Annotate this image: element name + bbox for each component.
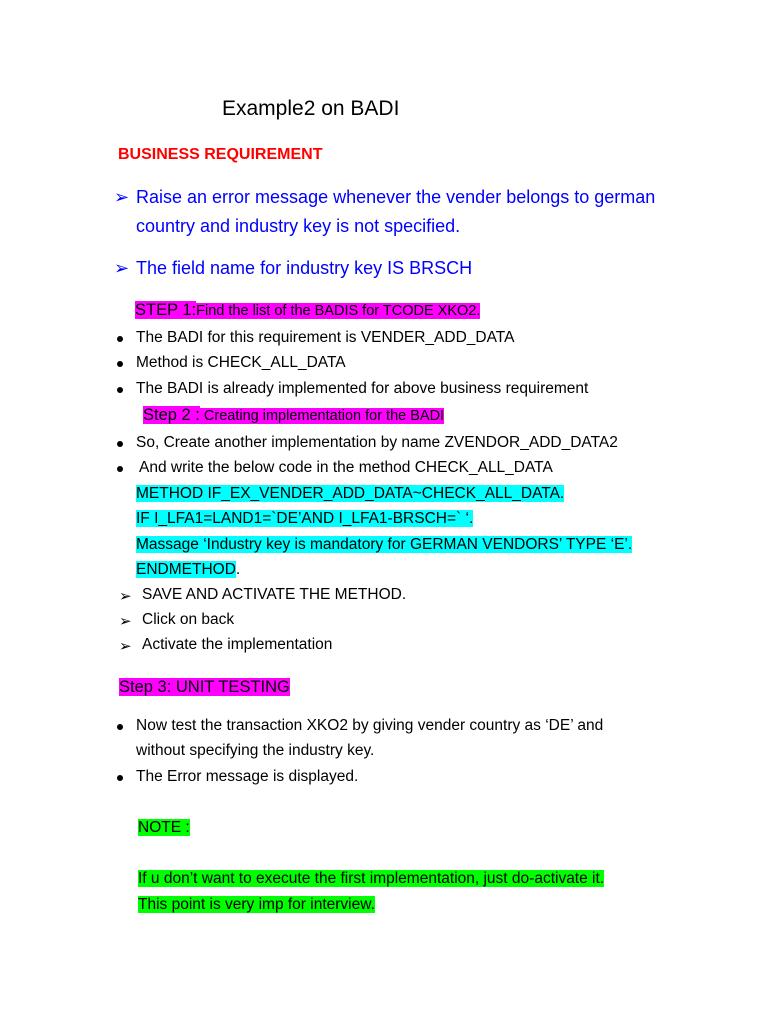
requirement-line: Raise an error message whenever the vender belongs to german (136, 187, 656, 207)
step2-heading (143, 406, 444, 425)
section-heading-business-requirement: BUSINESS REQUIREMENT (118, 146, 323, 163)
code-line: IF I_LFA1=LAND1=`DE’AND I_LFA1-BRSCH=` ‘. (136, 510, 474, 527)
requirement-line: The field name for industry key IS BRSCH (136, 258, 473, 278)
step1-label: STEP 1: (135, 301, 197, 319)
list-item: Method is CHECK_ALL_DATA (136, 354, 346, 371)
code-line: METHOD IF_EX_VENDER_ADD_DATA~CHECK_ALL_DATA. (136, 485, 565, 502)
step1-text: Find the list of the BADIS for TCODE XKO2. (196, 303, 481, 319)
bullet-dot-icon (117, 466, 123, 472)
code-line: Massage ‘Industry key is mandatory for GERMAN VENDORS’ TYPE ‘E’. (136, 536, 633, 553)
step1-heading (135, 301, 480, 320)
list-item: Click on back (142, 611, 235, 628)
arrow-bullet-icon: ➢ (119, 613, 132, 630)
note-line: If u don’t want to execute the first implementation, just do-activate it. (138, 870, 605, 887)
list-item: The Error message is displayed. (136, 768, 359, 785)
step2-label: Step 2 : (143, 406, 200, 424)
note-line: This point is very imp for interview. (138, 896, 375, 913)
bullet-dot-icon (117, 387, 123, 393)
list-item: And write the below code in the method CHECK_ALL_DATA (139, 459, 553, 476)
list-item: The BADI for this requirement is VENDER_ADD_DATA (136, 329, 515, 346)
bullet-dot-icon (117, 441, 123, 447)
bullet-dot-icon (117, 724, 123, 730)
list-item: SAVE AND ACTIVATE THE METHOD. (142, 586, 407, 603)
note-label: NOTE : (138, 819, 190, 836)
arrow-bullet-icon: ➢ (114, 187, 130, 207)
step2-text: Creating implementation for the BADI (203, 408, 445, 424)
code-line: ENDMETHOD. (136, 561, 241, 578)
requirement-line: country and industry key is not specified. (136, 216, 461, 236)
arrow-bullet-icon: ➢ (119, 588, 132, 605)
page-title: Example2 on BADI (222, 97, 400, 120)
step3-heading: Step 3: UNIT TESTING (119, 678, 290, 696)
bullet-dot-icon (117, 775, 123, 781)
arrow-bullet-icon: ➢ (114, 258, 130, 278)
list-item: Activate the implementation (142, 636, 333, 653)
bullet-dot-icon (117, 336, 123, 342)
list-item-continued: without specifying the industry key. (136, 742, 375, 759)
arrow-bullet-icon: ➢ (119, 638, 132, 655)
list-item: Now test the transaction XKO2 by giving vender country as ‘DE’ and (136, 717, 604, 734)
list-item: So, Create another implementation by name ZVENDOR_ADD_DATA2 (136, 434, 618, 451)
bullet-dot-icon (117, 361, 123, 367)
list-item: The BADI is already implemented for above business requirement (136, 380, 589, 397)
